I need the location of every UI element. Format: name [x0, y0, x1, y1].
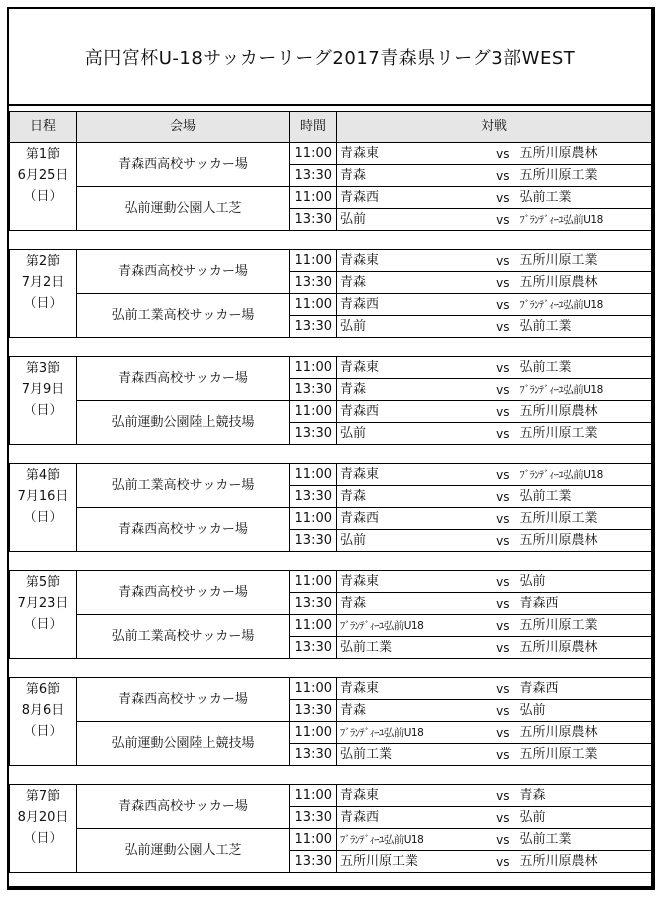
home-team: 青森西	[337, 807, 484, 829]
away-team: ﾌﾞﾗﾝﾃﾞｨｰﾕ弘前U18	[516, 294, 652, 316]
venue-cell: 弘前運動公園陸上競技場	[77, 401, 290, 445]
kickoff-time: 13:30	[290, 423, 337, 445]
round-spacer	[10, 338, 652, 357]
schedule-date: 7月23日	[17, 596, 69, 611]
vs-label: vs	[484, 143, 516, 165]
kickoff-time: 13:30	[290, 486, 337, 508]
schedule-round: 第6節	[25, 682, 61, 697]
home-team: 青森東	[337, 571, 484, 593]
away-team: 弘前	[516, 700, 652, 722]
home-team: 青森西	[337, 187, 484, 209]
round-spacer	[10, 766, 652, 785]
schedule-cell	[10, 250, 77, 338]
home-team: 青森東	[337, 250, 484, 272]
kickoff-time: 13:30	[290, 744, 337, 766]
round-spacer	[10, 445, 652, 464]
match-row	[10, 678, 652, 700]
home-team: 弘前工業	[337, 637, 484, 659]
venue-cell: 弘前運動公園陸上競技場	[77, 722, 290, 766]
kickoff-time: 11:00	[290, 250, 337, 272]
kickoff-time: 11:00	[290, 357, 337, 379]
vs-label: vs	[484, 357, 516, 379]
vs-label: vs	[484, 615, 516, 637]
vs-label: vs	[484, 530, 516, 552]
home-team: 青森	[337, 379, 484, 401]
kickoff-time: 13:30	[290, 807, 337, 829]
match-row	[10, 571, 652, 593]
home-team: 青森東	[337, 143, 484, 165]
home-team: 青森	[337, 593, 484, 615]
home-team: 青森	[337, 700, 484, 722]
kickoff-time: 13:30	[290, 165, 337, 187]
away-team: 弘前工業	[516, 187, 652, 209]
schedule-day: （日）	[23, 724, 63, 739]
away-team: 五所川原工業	[516, 744, 652, 766]
home-team: 五所川原工業	[337, 851, 484, 873]
spacer-cell	[10, 231, 652, 250]
vs-label: vs	[484, 785, 516, 807]
schedule-date: 7月2日	[21, 275, 65, 290]
kickoff-time: 11:00	[290, 571, 337, 593]
kickoff-time: 11:00	[290, 829, 337, 851]
match-row	[10, 722, 652, 744]
schedule-round: 第2節	[25, 254, 61, 269]
header-row	[10, 112, 652, 143]
schedule-round: 第4節	[25, 468, 61, 483]
away-team: 弘前工業	[516, 316, 652, 338]
away-team: ﾌﾞﾗﾝﾃﾞｨｰﾕ弘前U18	[516, 464, 652, 486]
kickoff-time: 13:30	[290, 700, 337, 722]
home-team: ﾌﾞﾗﾝﾃﾞｨｰﾕ弘前U18	[337, 829, 484, 851]
vs-label: vs	[484, 187, 516, 209]
schedule-date: 8月6日	[21, 703, 65, 718]
spacer-cell	[10, 338, 652, 357]
home-team: 弘前	[337, 316, 484, 338]
schedule-day: （日）	[23, 617, 63, 632]
away-team: 五所川原農林	[516, 143, 652, 165]
header-time: 時間	[290, 112, 337, 143]
away-team: ﾌﾞﾗﾝﾃﾞｨｰﾕ弘前U18	[516, 209, 652, 231]
home-team: 青森東	[337, 678, 484, 700]
vs-label: vs	[484, 294, 516, 316]
venue-cell: 青森西高校サッカー場	[77, 357, 290, 401]
kickoff-time: 13:30	[290, 316, 337, 338]
venue-cell: 青森西高校サッカー場	[77, 143, 290, 187]
venue-cell: 弘前運動公園人工芝	[77, 187, 290, 231]
away-team: 弘前	[516, 807, 652, 829]
away-team: 青森西	[516, 678, 652, 700]
vs-label: vs	[484, 829, 516, 851]
vs-label: vs	[484, 722, 516, 744]
away-team: 五所川原工業	[516, 615, 652, 637]
venue-cell: 青森西高校サッカー場	[77, 678, 290, 722]
schedule-date: 6月25日	[17, 168, 69, 183]
away-team: 五所川原工業	[516, 250, 652, 272]
schedule-sheet	[7, 7, 655, 890]
kickoff-time: 13:30	[290, 593, 337, 615]
home-team: 青森東	[337, 464, 484, 486]
kickoff-time: 11:00	[290, 615, 337, 637]
home-team: 青森東	[337, 785, 484, 807]
away-team: 五所川原農林	[516, 401, 652, 423]
spacer-cell	[10, 766, 652, 785]
schedule-round: 第3節	[25, 361, 61, 376]
kickoff-time: 13:30	[290, 379, 337, 401]
venue-cell: 弘前工業高校サッカー場	[77, 294, 290, 338]
vs-label: vs	[484, 272, 516, 294]
away-team: 五所川原農林	[516, 722, 652, 744]
schedule-cell	[10, 785, 77, 873]
away-team: 弘前工業	[516, 357, 652, 379]
kickoff-time: 11:00	[290, 187, 337, 209]
home-team: 青森西	[337, 401, 484, 423]
away-team: 青森	[516, 785, 652, 807]
venue-cell: 青森西高校サッカー場	[77, 508, 290, 552]
venue-cell: 弘前工業高校サッカー場	[77, 615, 290, 659]
round-spacer	[10, 552, 652, 571]
home-team: 青森西	[337, 508, 484, 530]
vs-label: vs	[484, 250, 516, 272]
away-team: 五所川原農林	[516, 272, 652, 294]
schedule-day: （日）	[23, 189, 63, 204]
schedule-table	[9, 111, 652, 873]
home-team: ﾌﾞﾗﾝﾃﾞｨｰﾕ弘前U18	[337, 722, 484, 744]
kickoff-time: 11:00	[290, 143, 337, 165]
header-venue: 会場	[77, 112, 290, 143]
schedule-day: （日）	[23, 296, 63, 311]
schedule-cell	[10, 143, 77, 231]
schedule-date: 7月9日	[21, 382, 65, 397]
page-title: 高円宮杯U-18サッカーリーグ2017青森県リーグ3部WEST	[9, 9, 651, 106]
schedule-cell	[10, 357, 77, 445]
schedule-date: 8月20日	[17, 810, 69, 825]
kickoff-time: 13:30	[290, 209, 337, 231]
schedule-date: 7月16日	[17, 489, 69, 504]
kickoff-time: 11:00	[290, 678, 337, 700]
spacer-cell	[10, 445, 652, 464]
kickoff-time: 11:00	[290, 508, 337, 530]
match-row	[10, 401, 652, 423]
schedule-day: （日）	[23, 510, 63, 525]
venue-cell: 青森西高校サッカー場	[77, 571, 290, 615]
header-match: 対戦	[337, 112, 652, 143]
vs-label: vs	[484, 423, 516, 445]
home-team: 弘前	[337, 530, 484, 552]
schedule-day: （日）	[23, 403, 63, 418]
home-team: ﾌﾞﾗﾝﾃﾞｨｰﾕ弘前U18	[337, 615, 484, 637]
match-row	[10, 464, 652, 486]
kickoff-time: 13:30	[290, 530, 337, 552]
schedule-cell	[10, 464, 77, 552]
away-team: 五所川原農林	[516, 851, 652, 873]
round-spacer	[10, 659, 652, 678]
vs-label: vs	[484, 209, 516, 231]
match-row	[10, 250, 652, 272]
vs-label: vs	[484, 508, 516, 530]
home-team: 青森	[337, 272, 484, 294]
vs-label: vs	[484, 678, 516, 700]
away-team: 弘前	[516, 571, 652, 593]
vs-label: vs	[484, 593, 516, 615]
spacer-cell	[10, 659, 652, 678]
kickoff-time: 13:30	[290, 637, 337, 659]
kickoff-time: 11:00	[290, 785, 337, 807]
venue-cell: 弘前工業高校サッカー場	[77, 464, 290, 508]
match-row	[10, 508, 652, 530]
home-team: 弘前	[337, 423, 484, 445]
header-schedule: 日程	[10, 112, 77, 143]
kickoff-time: 13:30	[290, 272, 337, 294]
vs-label: vs	[484, 571, 516, 593]
kickoff-time: 11:00	[290, 722, 337, 744]
vs-label: vs	[484, 700, 516, 722]
home-team: 青森西	[337, 294, 484, 316]
vs-label: vs	[484, 379, 516, 401]
schedule-cell	[10, 678, 77, 766]
vs-label: vs	[484, 851, 516, 873]
vs-label: vs	[484, 486, 516, 508]
home-team: 弘前	[337, 209, 484, 231]
match-row	[10, 294, 652, 316]
schedule-round: 第5節	[25, 575, 61, 590]
kickoff-time: 11:00	[290, 401, 337, 423]
vs-label: vs	[484, 464, 516, 486]
round-spacer	[10, 231, 652, 250]
kickoff-time: 11:00	[290, 464, 337, 486]
venue-cell: 青森西高校サッカー場	[77, 250, 290, 294]
away-team: 五所川原農林	[516, 530, 652, 552]
kickoff-time: 11:00	[290, 294, 337, 316]
vs-label: vs	[484, 165, 516, 187]
venue-cell: 青森西高校サッカー場	[77, 785, 290, 829]
home-team: 青森	[337, 486, 484, 508]
match-row	[10, 785, 652, 807]
away-team: 弘前工業	[516, 486, 652, 508]
spacer-cell	[10, 552, 652, 571]
schedule-round: 第1節	[25, 147, 61, 162]
away-team: ﾌﾞﾗﾝﾃﾞｨｰﾕ弘前U18	[516, 379, 652, 401]
away-team: 五所川原工業	[516, 165, 652, 187]
match-row	[10, 187, 652, 209]
vs-label: vs	[484, 637, 516, 659]
away-team: 青森西	[516, 593, 652, 615]
vs-label: vs	[484, 744, 516, 766]
match-row	[10, 829, 652, 851]
home-team: 青森	[337, 165, 484, 187]
home-team: 弘前工業	[337, 744, 484, 766]
schedule-cell	[10, 571, 77, 659]
schedule-day: （日）	[23, 831, 63, 846]
away-team: 五所川原農林	[516, 637, 652, 659]
away-team: 五所川原工業	[516, 508, 652, 530]
schedule-round: 第7節	[25, 789, 61, 804]
match-row	[10, 143, 652, 165]
match-row	[10, 357, 652, 379]
match-row	[10, 615, 652, 637]
vs-label: vs	[484, 807, 516, 829]
venue-cell: 弘前運動公園人工芝	[77, 829, 290, 873]
kickoff-time: 13:30	[290, 851, 337, 873]
home-team: 青森東	[337, 357, 484, 379]
vs-label: vs	[484, 316, 516, 338]
vs-label: vs	[484, 401, 516, 423]
away-team: 五所川原工業	[516, 423, 652, 445]
away-team: 弘前工業	[516, 829, 652, 851]
